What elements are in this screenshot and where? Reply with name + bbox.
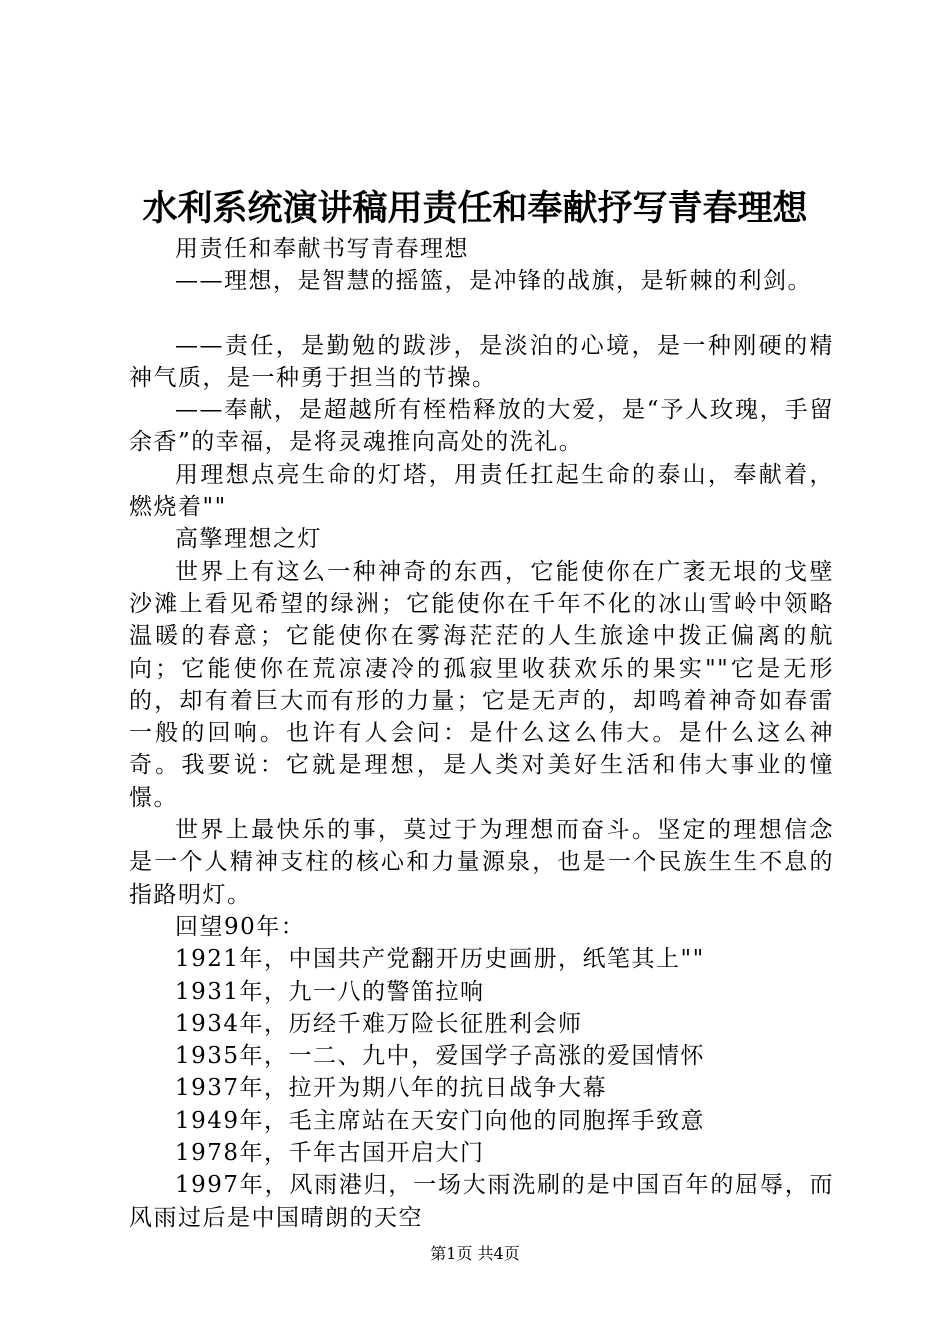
timeline-item: 1949年，毛主席站在天安门向他的同胞挥手致意 [175, 1107, 706, 1134]
paragraph-ideal: ——理想，是智慧的摇篮，是冲锋的战旗，是斩棘的利剑。 [175, 268, 812, 295]
timeline-item: 1931年，九一八的警笛拉响 [175, 978, 485, 1005]
paragraph-lighthouse: 用理想点亮生命的灯塔，用责任扛起生命的泰山，奉献着，燃烧着"" [129, 461, 834, 521]
timeline-item: 1921年，中国共产党翻开历史画册，纸笔其上"" [175, 946, 705, 973]
timeline-item: 1934年，历经千难万险长征胜利会师 [175, 1010, 583, 1037]
page-footer: 第1页 共4页 [430, 1244, 520, 1263]
document-title: 水利系统演讲稿用责任和奉献抒写青春理想 [142, 188, 808, 229]
paragraph-gap [129, 298, 834, 330]
section-heading: 高擎理想之灯 [175, 526, 322, 553]
document-body [129, 233, 834, 1234]
paragraph-responsibility: ——责任，是勤勉的跋涉，是淡泊的心境，是一种刚硬的精神气质，是一种勇于担当的节操。 [129, 332, 834, 391]
paragraph-body: 世界上最快乐的事，莫过于为理想而奋斗。坚定的理想信念是一个人精神支柱的核心和力量源泉，也是一个民族生生不息的指路明灯。 [129, 817, 834, 908]
paragraph-dedication: ——奉献，是超越所有桎梏释放的大爱，是“予人玫瑰，手留余香”的幸福，是将灵魂推向高处的洗礼。 [129, 397, 834, 456]
paragraph-body: 世界上有这么一种神奇的东西，它能使你在广袤无垠的戈壁沙滩上看见希望的绿洲；它能使你在千年不化的冰山雪岭中领略温暖的春意；它能使你在雾海茫茫的人生旅途中拨正偏离的航向；它能使你在荒凉凄冷的孤寂里收获欢乐的果实""它是无形的，却有着巨大而有形的力量；它是无声的，却鸣着神奇如春雷一般的回响。也许有人会问：是什么这么伟大。是什么这么神奇。我要说：它就是理想，是人类对美好生活和伟大事业的憧憬。 [129, 558, 834, 811]
paragraph-subtitle: 用责任和奉献书写青春理想 [175, 236, 469, 262]
paragraph-retrospect: 回望90年： [175, 913, 306, 940]
timeline-item: 1997年，风雨港归，一场大雨洗刷的是中国百年的屈辱，而风雨过后是中国晴朗的天空 [129, 1172, 834, 1231]
timeline-item: 1978年，千年古国开启大门 [175, 1140, 485, 1167]
timeline-item: 1937年，拉开为期八年的抗日战争大幕 [175, 1075, 608, 1102]
timeline-item: 1935年，一二、九中，爱国学子高涨的爱国情怀 [175, 1043, 706, 1070]
